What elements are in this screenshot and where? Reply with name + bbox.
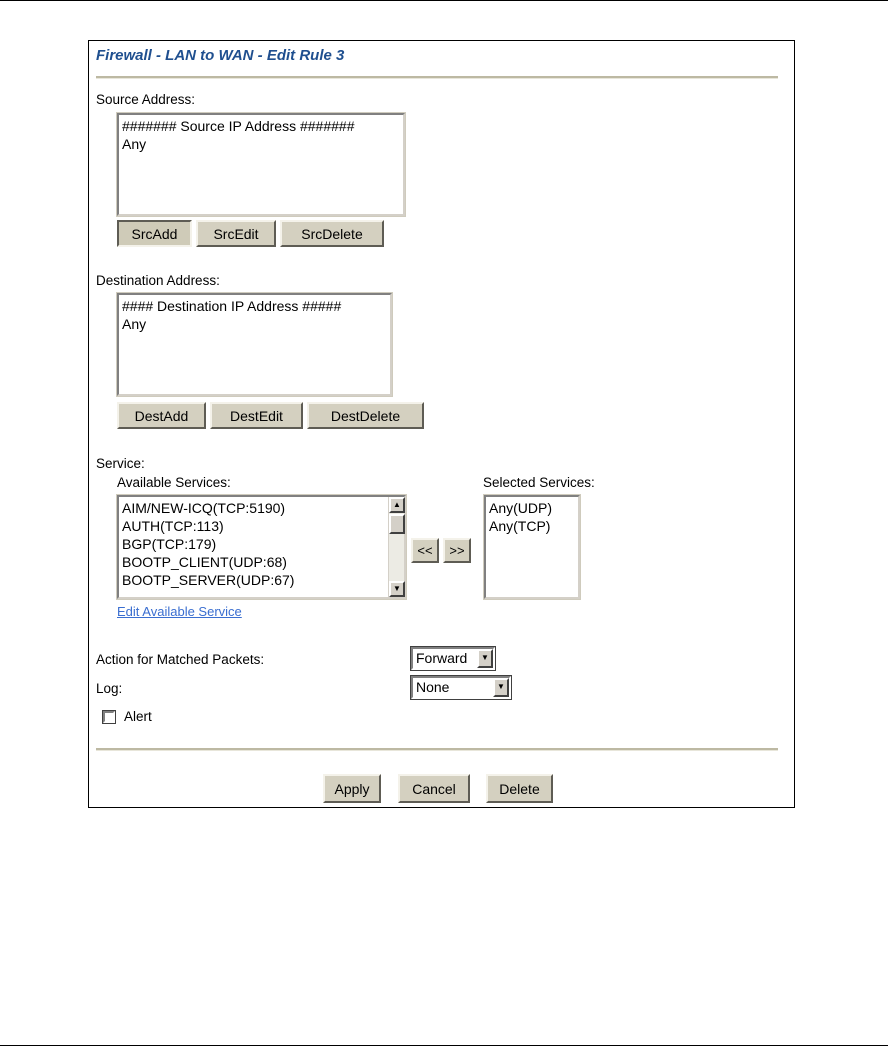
- footer-separator: [96, 748, 778, 751]
- available-services-label: Available Services:: [117, 475, 231, 490]
- chevron-down-icon[interactable]: ▼: [493, 678, 509, 697]
- list-item[interactable]: Any(TCP): [489, 518, 551, 534]
- list-item[interactable]: Any: [122, 316, 147, 332]
- list-item[interactable]: Any(UDP): [489, 500, 553, 516]
- alert-label: Alert: [124, 709, 152, 724]
- list-item[interactable]: #### Destination IP Address #####: [122, 298, 342, 314]
- list-item[interactable]: ####### Source IP Address #######: [122, 118, 355, 134]
- dest-add-button[interactable]: DestAdd: [117, 402, 206, 429]
- title-separator: [96, 76, 778, 79]
- destination-address-list[interactable]: [117, 293, 392, 396]
- page-bottom-rule: [0, 1045, 888, 1046]
- list-item[interactable]: AIM/NEW-ICQ(TCP:5190): [122, 500, 286, 516]
- src-add-button[interactable]: SrcAdd: [117, 220, 192, 247]
- action-select[interactable]: [411, 647, 495, 670]
- cancel-button[interactable]: Cancel: [398, 774, 470, 803]
- src-delete-button[interactable]: SrcDelete: [280, 220, 384, 247]
- selected-services-label: Selected Services:: [483, 475, 595, 490]
- source-address-list[interactable]: [117, 113, 405, 216]
- page-title: Firewall - LAN to WAN - Edit Rule 3: [96, 47, 345, 64]
- log-select-value: None: [416, 679, 450, 695]
- destination-address-label: Destination Address:: [96, 273, 220, 288]
- scroll-thumb[interactable]: [389, 514, 405, 534]
- available-services-list[interactable]: [117, 495, 406, 599]
- source-address-label: Source Address:: [96, 92, 196, 107]
- available-services-scrollbar[interactable]: [388, 497, 404, 597]
- list-item[interactable]: BOOTP_SERVER(UDP:67): [122, 572, 295, 588]
- add-service-button[interactable]: >>: [443, 538, 471, 563]
- list-item[interactable]: BGP(TCP:179): [122, 536, 217, 552]
- log-label: Log:: [96, 681, 123, 696]
- list-item[interactable]: Any: [122, 136, 147, 152]
- log-select[interactable]: [411, 676, 511, 699]
- arrow-up-icon[interactable]: ▲: [389, 497, 405, 513]
- selected-services-list[interactable]: [484, 495, 580, 599]
- list-item[interactable]: AUTH(TCP:113): [122, 518, 224, 534]
- dest-edit-button[interactable]: DestEdit: [210, 402, 303, 429]
- dest-delete-button[interactable]: DestDelete: [307, 402, 424, 429]
- action-select-value: Forward: [416, 650, 468, 666]
- apply-button[interactable]: Apply: [323, 774, 381, 803]
- delete-button[interactable]: Delete: [486, 774, 553, 803]
- remove-service-button[interactable]: <<: [411, 538, 439, 563]
- page-top-rule: [0, 0, 888, 1]
- src-edit-button[interactable]: SrcEdit: [196, 220, 276, 247]
- list-item[interactable]: BOOTP_CLIENT(UDP:68): [122, 554, 287, 570]
- arrow-down-icon[interactable]: ▼: [389, 581, 405, 597]
- alert-checkbox[interactable]: [103, 711, 115, 723]
- service-label: Service:: [96, 456, 145, 471]
- edit-available-service-link[interactable]: Edit Available Service: [117, 604, 242, 619]
- chevron-down-icon[interactable]: ▼: [477, 649, 493, 668]
- action-label: Action for Matched Packets:: [96, 652, 265, 667]
